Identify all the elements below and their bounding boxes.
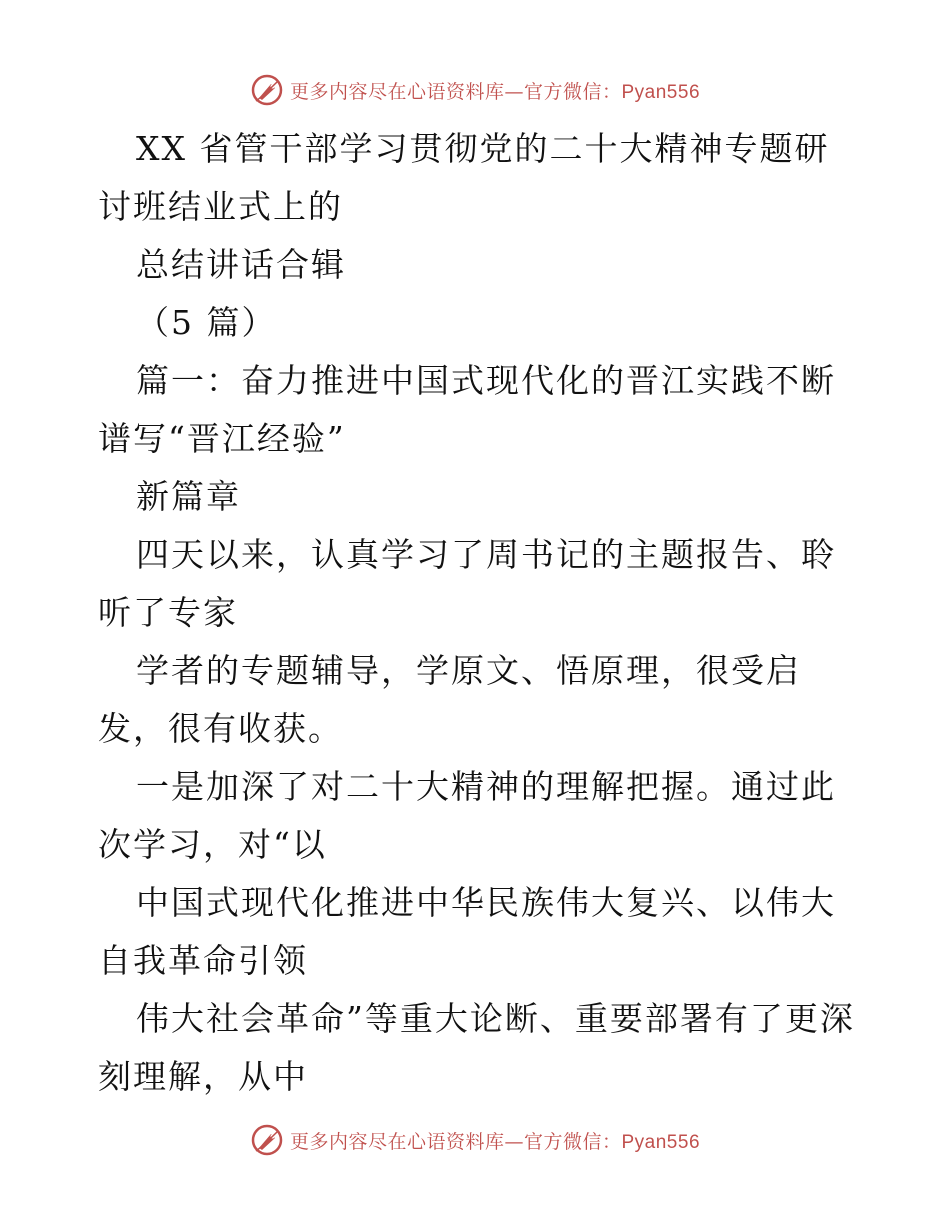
document-body [98,120,858,1106]
footer-watermark [0,1120,950,1160]
pen-nib-circle-icon [250,1123,284,1157]
paragraph: 总结讲话合辑 [136,245,346,284]
header-watermark [0,70,950,110]
pen-nib-circle-icon [250,73,284,107]
footer-watermark-account: Pyan556 [621,1131,701,1153]
header-watermark-account: Pyan556 [621,81,701,103]
paragraph: 伟大社会革命”等重大论断、重要部署有了更深刻理解，从中 [98,999,855,1096]
footer-watermark-text: 更多内容尽在心语资料库—官方微信： [289,1130,622,1153]
paragraph: XX 省管干部学习贯彻党的二十大精神专题研讨班结业式上的 [98,129,830,226]
paragraph: （5 篇） [136,303,277,342]
paragraph: 学者的专题辅导，学原文、悟原理，很受启发，很有收获。 [98,651,801,748]
paragraph: 新篇章 [136,477,241,516]
paragraph: 一是加深了对二十大精神的理解把握。通过此次学习，对“以 [98,767,836,864]
paragraph: 中国式现代化推进中华民族伟大复兴、以伟大自我革命引领 [98,883,836,980]
paragraph: 四天以来，认真学习了周书记的主题报告、聆听了专家 [98,535,836,632]
paragraph: 篇一：奋力推进中国式现代化的晋江实践不断谱写“晋江经验” [98,361,836,458]
header-watermark-text: 更多内容尽在心语资料库—官方微信： [289,80,622,103]
